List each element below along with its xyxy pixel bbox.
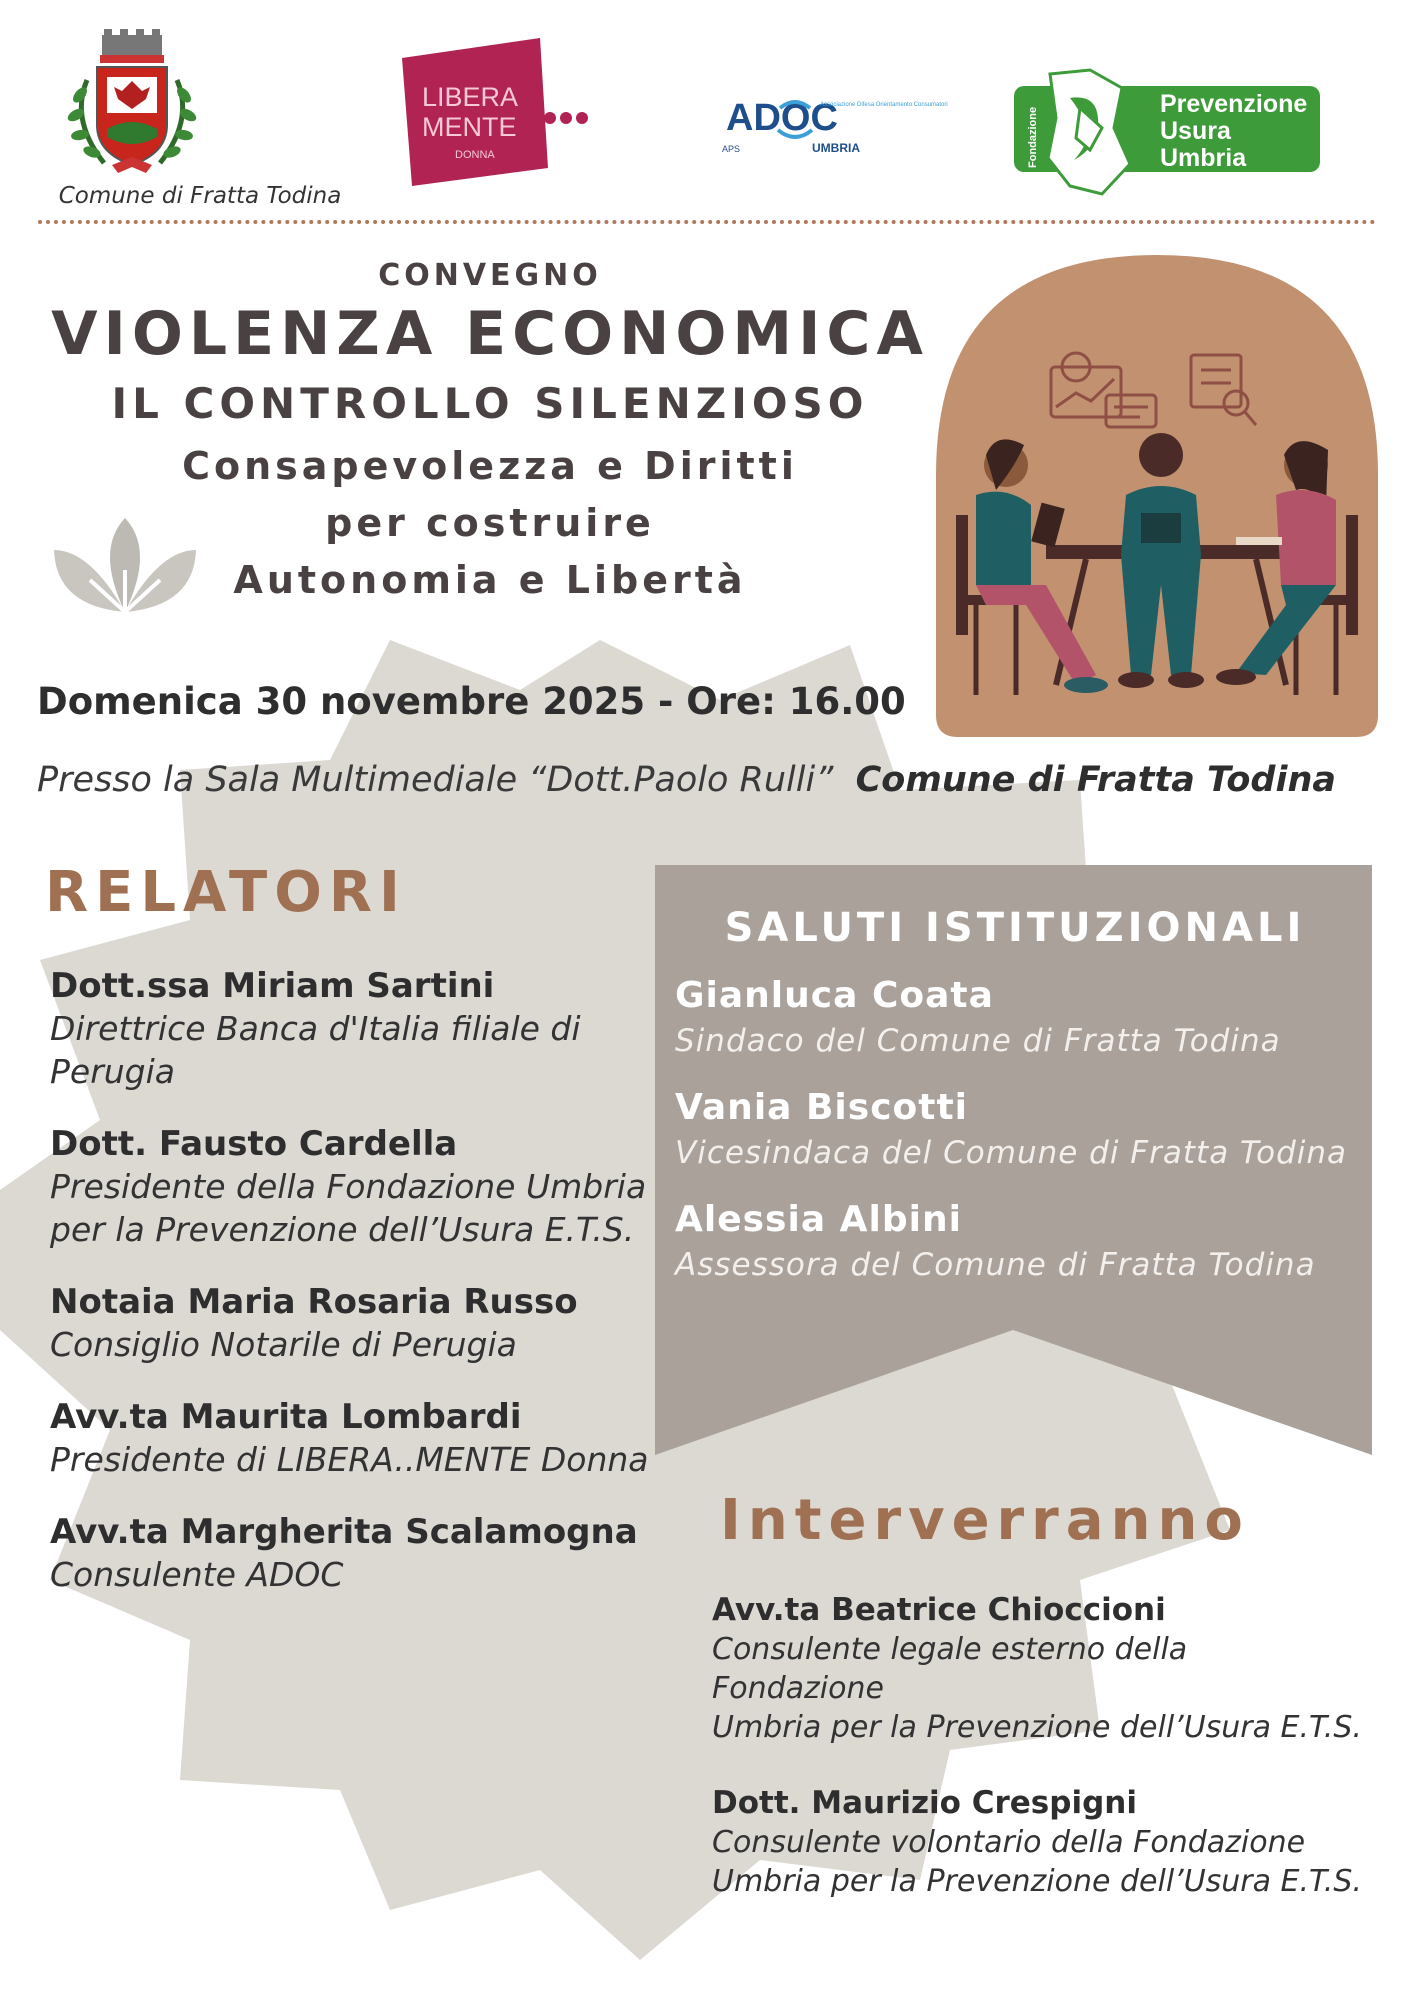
saluti-role: Assessora del Comune di Fratta Todina (675, 1247, 1316, 1283)
relatori-list (50, 965, 650, 1626)
speaker-role: Perugia (50, 1052, 176, 1091)
meeting-illustration (936, 255, 1378, 737)
comune-caption: Comune di Fratta Todina (58, 183, 342, 209)
saluti-item (675, 1085, 1355, 1175)
event-type-label: CONVEGNO (378, 258, 602, 293)
venue-hall: Presso la Sala Multimediale “Dott.Paolo Rulli” (37, 760, 834, 800)
main-title: VIOLENZA ECONOMICA (51, 299, 929, 369)
saluti-name: Alessia Albini (675, 1199, 962, 1240)
fondazione-logo-word0: Fondazione (1027, 106, 1039, 168)
libera-logo-word2: MENTE (422, 112, 517, 142)
adoc-logo-icon (720, 90, 948, 160)
fondazione-prevenzione-usura-logo (1010, 68, 1324, 198)
leaf-icon (50, 510, 200, 620)
comune-crest-icon (52, 25, 212, 180)
interverranno-role: Consulente legale esterno della Fondazione (712, 1632, 1188, 1706)
saluti-role: Sindaco del Comune di Fratta Todina (675, 1023, 1281, 1059)
fondazione-logo-word1: Prevenzione (1160, 90, 1308, 118)
speaker-role: Direttrice Banca d'Italia filiale di (50, 1009, 581, 1048)
saluti-item (675, 973, 1355, 1063)
adoc-logo (720, 90, 948, 160)
libera-logo-word3: DONNA (455, 149, 495, 161)
speaker-name: Dott.ssa Miriam Sartini (50, 966, 495, 1006)
adoc-logo-subtitle: Associazione Difesa Orientamento Consumatori (820, 102, 948, 108)
fondazione-logo-word2: Usura (1160, 117, 1231, 145)
venue-place: Comune di Fratta Todina (855, 760, 1337, 800)
speaker-role: per la Prevenzione dell’Usura E.T.S. (50, 1210, 635, 1249)
speaker-item (50, 1511, 650, 1596)
libera-logo-word1: LIBERA (422, 82, 519, 112)
speaker-name: Dott. Fausto Cardella (50, 1124, 458, 1164)
speaker-name: Avv.ta Maurita Lombardi (50, 1397, 522, 1437)
event-venue (37, 760, 1336, 800)
saluti-heading: SALUTI ISTITUZIONALI (724, 905, 1306, 951)
speaker-name: Avv.ta Margherita Scalamogna (50, 1512, 638, 1552)
interverranno-name: Dott. Maurizio Crespigni (712, 1785, 1137, 1821)
interverranno-heading: Interverranno (720, 1488, 1250, 1553)
relatori-heading: RELATORI (45, 860, 407, 925)
fondazione-logo-icon (1010, 68, 1324, 198)
adoc-logo-word: ADOC (726, 97, 838, 139)
event-date-time: Domenica 30 novembre 2025 - Ore: 16.00 (37, 680, 906, 723)
comune-logo (40, 25, 360, 215)
adoc-logo-aps: APS (722, 144, 741, 154)
interverranno-role: Consulente volontario della Fondazione (712, 1825, 1306, 1860)
saluti-item (675, 1197, 1355, 1287)
sub-title: IL CONTROLLO SILENZIOSO (111, 379, 869, 428)
speaker-role: Presidente di LIBERA..MENTE Donna (50, 1440, 649, 1479)
libera-mente-donna-logo (400, 38, 600, 188)
header-divider (38, 220, 1376, 224)
saluti-istituzionali-panel (655, 865, 1372, 1455)
libera-logo-icon (400, 38, 600, 188)
speaker-role: Presidente della Fondazione Umbria (50, 1167, 647, 1206)
interverranno-list (712, 1590, 1362, 1937)
interverranno-role: Umbria per la Prevenzione dell’Usura E.T.S. (712, 1710, 1362, 1745)
speaker-item (50, 1281, 650, 1366)
tagline-line-2: per costruire (325, 501, 655, 545)
interverranno-item (712, 1783, 1362, 1901)
speaker-item (50, 1123, 650, 1251)
saluti-name: Gianluca Coata (675, 975, 994, 1016)
interverranno-name: Avv.ta Beatrice Chioccioni (712, 1592, 1166, 1628)
speaker-role: Consulente ADOC (50, 1555, 344, 1594)
tagline-line-1: Consapevolezza e Diritti (182, 444, 798, 488)
saluti-name: Vania Biscotti (675, 1087, 969, 1128)
tagline-line-3: Autonomia e Libertà (233, 558, 747, 602)
adoc-logo-region: UMBRIA (812, 141, 860, 155)
fondazione-logo-word3: Umbria (1160, 144, 1247, 172)
interverranno-item (712, 1590, 1362, 1747)
saluti-role: Vicesindaca del Comune di Fratta Todina (675, 1135, 1348, 1171)
people-at-table-illustration-icon (936, 255, 1378, 737)
speaker-item (50, 965, 650, 1093)
interverranno-role: Umbria per la Prevenzione dell’Usura E.T.S. (712, 1864, 1362, 1899)
speaker-role: Consiglio Notarile di Perugia (50, 1325, 517, 1364)
speaker-name: Notaia Maria Rosaria Russo (50, 1282, 578, 1322)
speaker-item (50, 1396, 650, 1481)
